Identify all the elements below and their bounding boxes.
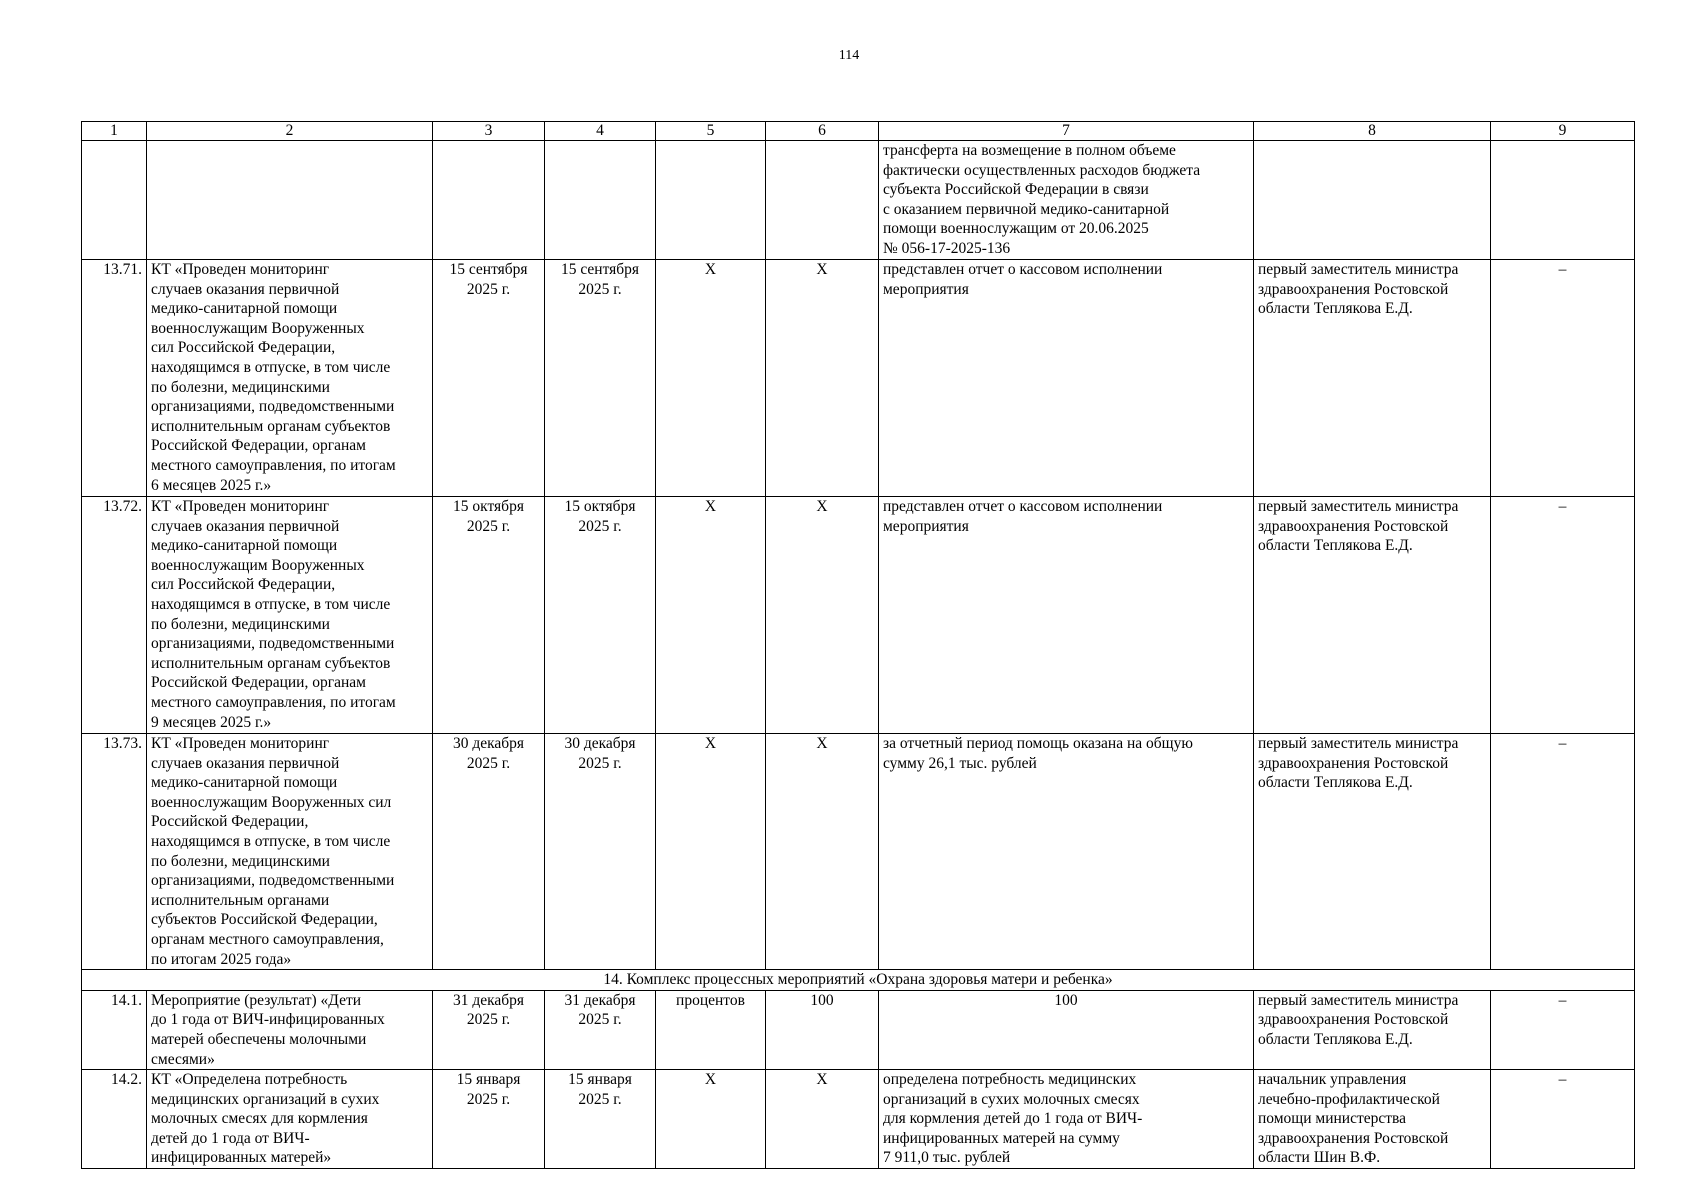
column-header: 1 xyxy=(82,122,147,141)
row-number: 14.2. xyxy=(82,1070,147,1169)
section-row xyxy=(82,970,1635,991)
row-col9 xyxy=(1491,141,1635,260)
row-base: X xyxy=(766,734,879,970)
row-result: трансферта на возмещение в полном объеме фактически осуществленных расходов бюджета субъекта Российской Федерации в связи с оказанием первичной медико-санитарной помощи военнослужащим от 20.06.2025 № 056-17-2025-136 xyxy=(879,141,1254,260)
row-responsible xyxy=(1254,141,1491,260)
row-end-date: 31 декабря 2025 г. xyxy=(545,990,656,1069)
row-base: X xyxy=(766,497,879,734)
row-end-date: 15 января 2025 г. xyxy=(545,1070,656,1169)
row-col9: – xyxy=(1491,1070,1635,1169)
row-end-date: 30 декабря 2025 г. xyxy=(545,734,656,970)
row-col9: – xyxy=(1491,497,1635,734)
row-result: 100 xyxy=(879,990,1254,1069)
row-name: КТ «Определена потребность медицинских организаций в сухих молочных смесях для кормления детей до 1 года от ВИЧ- инфицированных матерей» xyxy=(147,1070,433,1169)
row-result: определена потребность медицинских организаций в сухих молочных смесях для кормления детей до 1 года от ВИЧ- инфицированных матерей на сумму 7 911,0 тыс. рублей xyxy=(879,1070,1254,1169)
row-number: 13.73. xyxy=(82,734,147,970)
row-start-date: 15 октября 2025 г. xyxy=(433,497,545,734)
row-number: 14.1. xyxy=(82,990,147,1069)
row-result: представлен отчет о кассовом исполнении мероприятия xyxy=(879,260,1254,497)
row-result: представлен отчет о кассовом исполнении мероприятия xyxy=(879,497,1254,734)
table-row xyxy=(82,141,1635,260)
column-header: 3 xyxy=(433,122,545,141)
row-responsible: начальник управления лечебно-профилактической помощи министерства здравоохранения Ростовской области Шин В.Ф. xyxy=(1254,1070,1491,1169)
row-base: X xyxy=(766,260,879,497)
table-header-row xyxy=(82,122,1635,141)
row-base: 100 xyxy=(766,990,879,1069)
row-unit: X xyxy=(656,1070,766,1169)
row-end-date: 15 сентября 2025 г. xyxy=(545,260,656,497)
row-end-date: 15 октября 2025 г. xyxy=(545,497,656,734)
page-number: 114 xyxy=(838,48,860,63)
table-row xyxy=(82,1070,1635,1169)
row-start-date: 30 декабря 2025 г. xyxy=(433,734,545,970)
table-row xyxy=(82,497,1635,734)
row-unit: X xyxy=(656,260,766,497)
column-header: 5 xyxy=(656,122,766,141)
row-unit: X xyxy=(656,497,766,734)
row-name: Мероприятие (результат) «Дети до 1 года от ВИЧ-инфицированных матерей обеспечены молочными смесями» xyxy=(147,990,433,1069)
row-unit: X xyxy=(656,734,766,970)
table-row xyxy=(82,260,1635,497)
column-header: 2 xyxy=(147,122,433,141)
table-row xyxy=(82,990,1635,1069)
row-start-date: 15 января 2025 г. xyxy=(433,1070,545,1169)
row-end-date xyxy=(545,141,656,260)
row-responsible: первый заместитель министра здравоохранения Ростовской области Теплякова Е.Д. xyxy=(1254,260,1491,497)
row-name xyxy=(147,141,433,260)
row-responsible: первый заместитель министра здравоохранения Ростовской области Теплякова Е.Д. xyxy=(1254,990,1491,1069)
column-header: 4 xyxy=(545,122,656,141)
row-name: КТ «Проведен мониторинг случаев оказания первичной медико-санитарной помощи военнослужащим Вооруженных сил Российской Федерации, находящимся в отпуске, в том числе по болезни, медицинскими организациями, подведомственными исполнительным органам субъектов Российской Федерации, органам местного самоуправления, по итогам 6 месяцев 2025 г.» xyxy=(147,260,433,497)
row-start-date: 15 сентября 2025 г. xyxy=(433,260,545,497)
column-header: 7 xyxy=(879,122,1254,141)
row-unit: процентов xyxy=(656,990,766,1069)
row-base xyxy=(766,141,879,260)
column-header: 8 xyxy=(1254,122,1491,141)
row-name: КТ «Проведен мониторинг случаев оказания первичной медико-санитарной помощи военнослужащим Вооруженных сил Российской Федерации, находящимся в отпуске, в том числе по болезни, медицинскими организациями, подведомственными исполнительным органами субъектов Российской Федерации, органам местного самоуправления, по итогам 2025 года» xyxy=(147,734,433,970)
row-result: за отчетный период помощь оказана на общую сумму 26,1 тыс. рублей xyxy=(879,734,1254,970)
row-base: X xyxy=(766,1070,879,1169)
row-col9: – xyxy=(1491,260,1635,497)
row-start-date xyxy=(433,141,545,260)
row-number: 13.71. xyxy=(82,260,147,497)
row-number xyxy=(82,141,147,260)
row-responsible: первый заместитель министра здравоохранения Ростовской области Теплякова Е.Д. xyxy=(1254,734,1491,970)
row-start-date: 31 декабря 2025 г. xyxy=(433,990,545,1069)
column-header: 9 xyxy=(1491,122,1635,141)
table-row xyxy=(82,734,1635,970)
row-col9: – xyxy=(1491,734,1635,970)
column-header: 6 xyxy=(766,122,879,141)
row-unit xyxy=(656,141,766,260)
row-responsible: первый заместитель министра здравоохранения Ростовской области Теплякова Е.Д. xyxy=(1254,497,1491,734)
document-table xyxy=(81,121,1635,1169)
section-title: 14. Комплекс процессных мероприятий «Охрана здоровья матери и ребенка» xyxy=(82,970,1635,991)
row-col9: – xyxy=(1491,990,1635,1069)
row-name: КТ «Проведен мониторинг случаев оказания первичной медико-санитарной помощи военнослужащим Вооруженных сил Российской Федерации, находящимся в отпуске, в том числе по болезни, медицинскими организациями, подведомственными исполнительным органам субъектов Российской Федерации, органам местного самоуправления, по итогам 9 месяцев 2025 г.» xyxy=(147,497,433,734)
row-number: 13.72. xyxy=(82,497,147,734)
